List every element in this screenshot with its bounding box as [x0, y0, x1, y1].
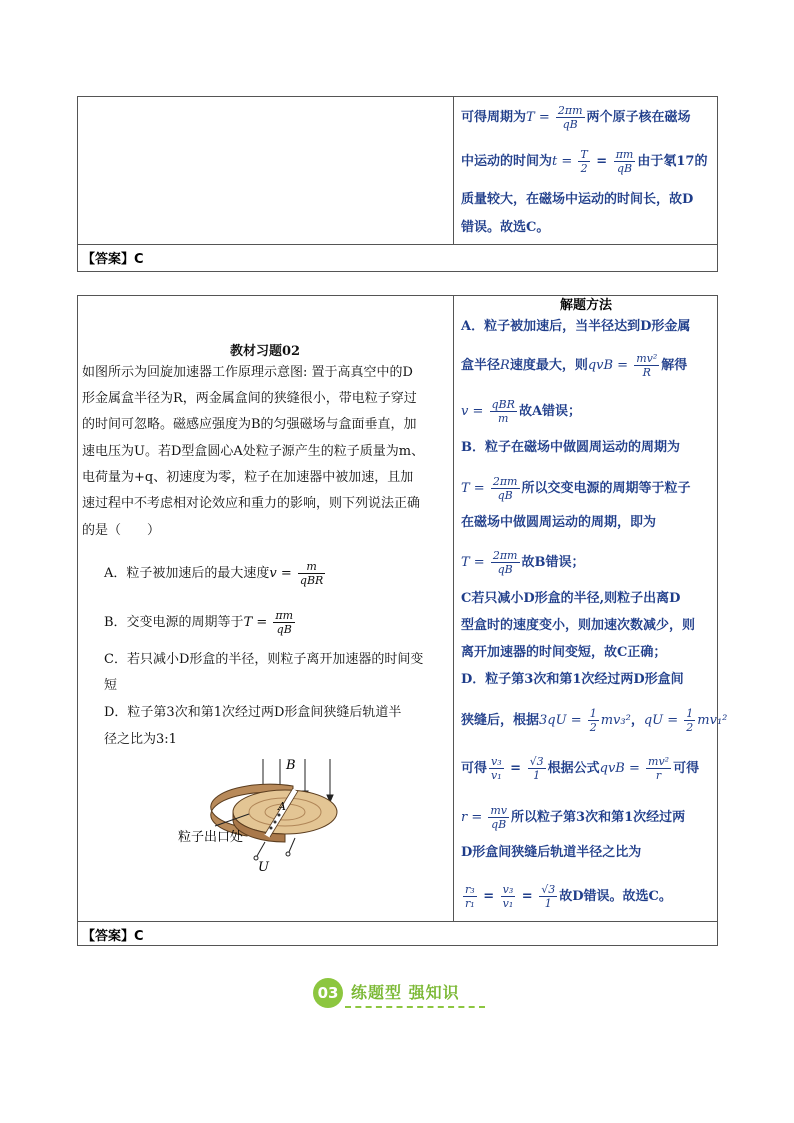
- sol-d-6: $\frac{\text{r₃}}{\text{r₁}}$ = $\frac{\text{v₃}}{\text{v₁}}$ = $\frac{√3}{1}$ 故D错误。故选C。: [465, 883, 672, 910]
- t1-line-1: 可得周期为T = $\frac{2\pi m}{qB}$ 两个原子核在磁场: [461, 104, 691, 131]
- sol-c-3: 离开加速器的时间变短，故C正确；: [461, 645, 667, 660]
- table-2-divider: [453, 295, 454, 921]
- option-a: A．粒子被加速后的最大速度v = $\frac{m}{\text{qBR}}$: [104, 560, 324, 587]
- sol-d-5: D形盒间狭缝后轨道半径之比为: [461, 845, 642, 860]
- option-d-line-2: 径之比为3:1: [104, 732, 177, 747]
- table-2-answer-divider: [77, 921, 718, 922]
- question-line-6: 速过程中不考虑相对论效应和重力的影响，则下列说法正确: [82, 496, 421, 511]
- question-title: 教材习题02: [230, 344, 301, 359]
- sol-c-1: C若只减小D形盒的半径,则粒子出离D: [461, 591, 681, 606]
- sol-a-1: A．粒子被加速后，当半径达到D形金属: [461, 319, 691, 334]
- sol-b-2: T = $\frac{2\pi m}{qB}$ 所以交变电源的周期等于粒子: [461, 475, 691, 502]
- question-line-2: 形金属盒半径为R，两金属盒间的狭缝很小，带电粒子穿过: [82, 391, 417, 406]
- question-line-1: 如图所示为回旋加速器工作原理示意图: 置于高真空中的D: [82, 365, 413, 380]
- sol-d-4: r = $\frac{mv}{qB}$ 所以粒子第3次和第1次经过两: [461, 804, 686, 831]
- sol-d-2: 狭缝后，根据3qU = $\frac{1}{2}$ mv₃²，qU = $\frac{1}{2}$ mv₁²: [461, 707, 728, 734]
- section-number-badge: 03: [313, 978, 343, 1008]
- t2-answer: 【答案】C: [82, 929, 144, 944]
- question-line-3: 的时间可忽略。磁感应强度为B的匀强磁场与盒面垂直，加: [82, 417, 417, 432]
- sol-b-4: T = $\frac{2\pi m}{qB}$ 故B错误；: [461, 549, 585, 576]
- sol-a-2: 盒半径R速度最大，则qvB = $\frac{\text{mv²}}{R}$ 解得: [461, 352, 688, 379]
- table-1-answer-divider: [77, 244, 718, 245]
- sol-a-3: v = $\frac{\text{qBR}}{m}$ 故A错误；: [461, 398, 582, 425]
- question-line-4: 速电压为U。若D型盒圆心A处粒子源产生的粒子质量为m、: [82, 444, 425, 459]
- option-c-line-1: C．若只减小D形盒的半径，则粒子离开加速器的时间变: [104, 652, 424, 667]
- table-1-divider: [453, 96, 454, 244]
- sol-b-1: B．粒子在磁场中做圆周运动的周期为: [461, 440, 680, 455]
- question-line-7: 的是（ ）: [82, 523, 161, 538]
- section-underline: [345, 1006, 485, 1008]
- figure-label-b: B: [286, 758, 296, 773]
- t1-answer: 【答案】C: [82, 252, 144, 267]
- section-title: 练题型 强知识: [351, 983, 460, 1002]
- sol-d-1: D．粒子第3次和第1次经过两D形盒间: [461, 672, 684, 687]
- option-d-line-1: D．粒子第3次和第1次经过两D形盒间狭缝后轨道半: [104, 705, 402, 720]
- figure-label-u: U: [258, 860, 269, 875]
- solution-title: 解题方法: [559, 298, 612, 313]
- figure-label-exit: 粒子出口处: [178, 830, 244, 845]
- question-line-5: 电荷量为+q、初速度为零，粒子在加速器中被加速，且加: [82, 470, 414, 485]
- t1-line-4: 错误。故选C。: [461, 220, 550, 235]
- t1-line-2: 中运动的时间为t = $\frac{T}{2}$ = $\frac{\pi m}{qB}$ 由于氡17的: [461, 148, 708, 175]
- option-c-line-2: 短: [104, 678, 118, 693]
- sol-c-2: 型盒时的速度变小，则加速次数减少，则: [461, 618, 696, 633]
- option-b: B．交变电源的周期等于T = $\frac{\pi m}{qB}$: [104, 609, 294, 636]
- sol-b-3: 在磁场中做圆周运动的周期，即为: [461, 515, 657, 530]
- cyclotron-figure: [175, 756, 365, 876]
- sol-d-3: 可得 $\frac{\text{v₃}}{\text{v₁}}$ = $\frac{√3}{1}$ 根据公式qvB = $\frac{\text{mv²}}{r}$ 可得: [461, 755, 700, 782]
- figure-label-a: A: [278, 800, 286, 813]
- t1-line-3: 质量较大，在磁场中运动的时间长，故D: [461, 192, 694, 207]
